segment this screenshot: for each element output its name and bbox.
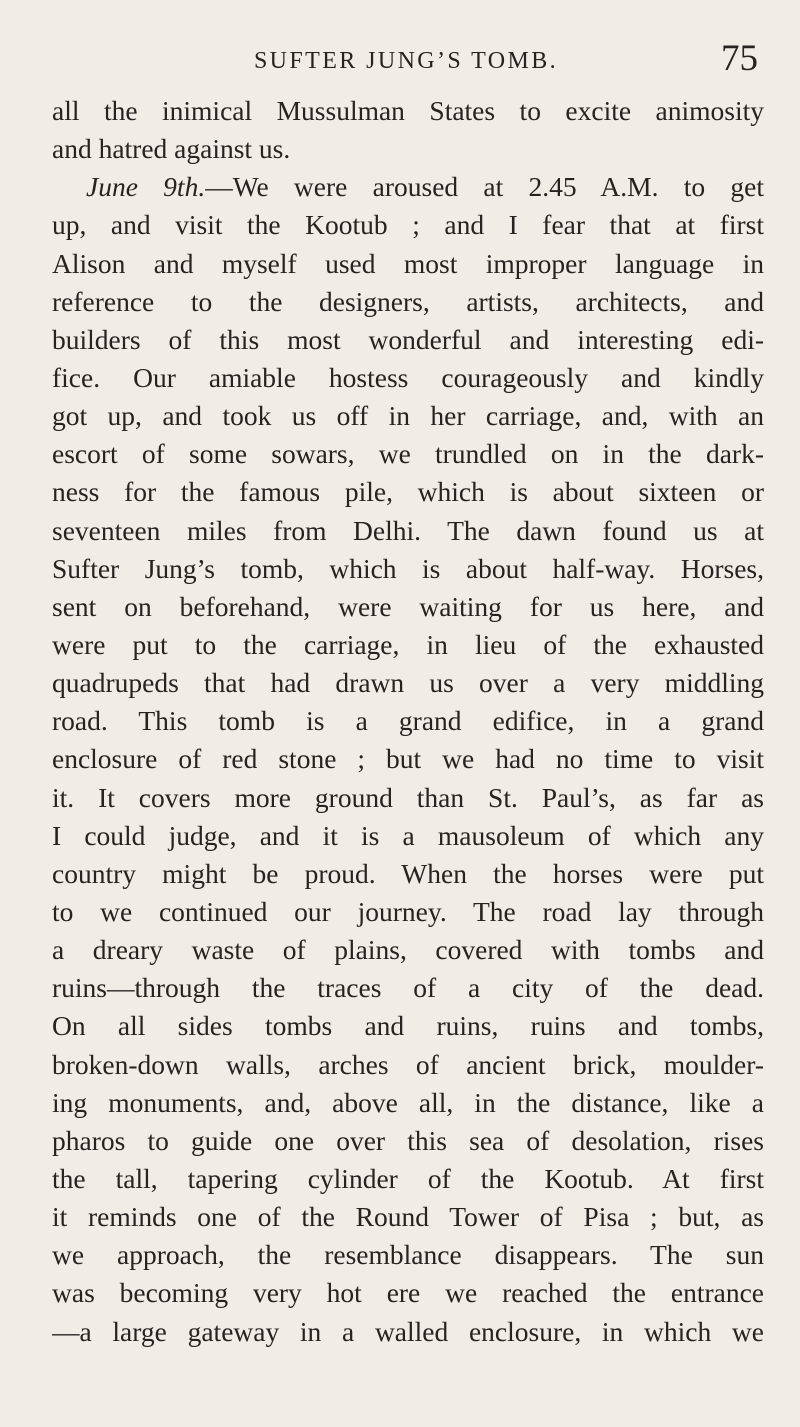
- text-line: reference to the designers, artists, architects, and: [52, 285, 764, 317]
- running-title: SUFTER JUNG’S TOMB.: [253, 48, 559, 74]
- text-line: were put to the carriage, in lieu of the exhausted: [52, 628, 764, 660]
- text-line: it. It covers more ground than St. Paul’s, as far as: [52, 781, 764, 813]
- text-line: [52, 1389, 764, 1427]
- text-line: a dreary waste of plains, covered with tombs and: [52, 934, 764, 966]
- text-line: it reminds one of the Round Tower of Pisa ; but, as: [52, 1201, 764, 1233]
- text-line: [52, 1351, 764, 1389]
- text-line: ness for the famous pile, which is about sixteen or: [52, 476, 764, 508]
- text-line: I could judge, and it is a mausoleum of which any: [52, 819, 764, 851]
- text-line: road. This tomb is a grand edifice, in a grand: [52, 705, 764, 737]
- text-line: fice. Our amiable hostess courageously and kindly: [52, 361, 764, 393]
- page-number: 75: [721, 38, 758, 79]
- text-line: builders of this most wonderful and interesting edi-: [52, 323, 764, 355]
- text-line: we approach, the resemblance disappears. The sun: [52, 1239, 764, 1271]
- text-line: country might be proud. When the horses were put: [52, 857, 764, 889]
- text-line: Sufter Jung’s tomb, which is about half-way. Horses,: [52, 552, 764, 584]
- body-text: [52, 92, 764, 1427]
- text-line: Alison and myself used most improper language in: [52, 247, 764, 279]
- text-line: ing monuments, and, above all, in the distance, like a: [52, 1086, 764, 1118]
- text-line: On all sides tombs and ruins, ruins and tombs,: [52, 1010, 764, 1042]
- text-line: ruins—through the traces of a city of the dead.: [52, 972, 764, 1004]
- text-line: sent on beforehand, were waiting for us here, and: [52, 590, 764, 622]
- text-line: quadrupeds that had drawn us over a very middling: [52, 667, 764, 699]
- diary-entry-first-line: [52, 168, 764, 206]
- text-line: to we continued our journey. The road lay through: [52, 895, 764, 927]
- text-line: broken-down walls, arches of ancient brick, moulder-: [52, 1048, 764, 1080]
- text-line: up, and visit the Kootub ; and I fear that at first: [52, 209, 764, 241]
- text-line: pharos to guide one over this sea of desolation, rises: [52, 1124, 764, 1156]
- text-line: seventeen miles from Delhi. The dawn found us at: [52, 514, 764, 546]
- text-line: and hatred against us.: [52, 133, 291, 165]
- text-line: escort of some sowars, we trundled on in the dark-: [52, 438, 764, 470]
- text-line: the tall, tapering cylinder of the Kootub. At first: [52, 1162, 764, 1194]
- entry-date: June 9th.: [86, 171, 206, 203]
- text-line: was becoming very hot ere we reached the entrance: [52, 1277, 764, 1309]
- text-line: enclosure of red stone ; but we had no time to visit: [52, 743, 764, 775]
- text-line: got up, and took us off in her carriage, and, with an: [52, 400, 764, 432]
- text-line: —We were aroused at 2.45 A.M. to get: [205, 171, 764, 203]
- text-line: —a large gateway in a walled enclosure, in which we: [52, 1315, 764, 1347]
- page-header: [52, 40, 760, 84]
- text-line: all the inimical Mussulman States to excite animosity: [52, 95, 764, 126]
